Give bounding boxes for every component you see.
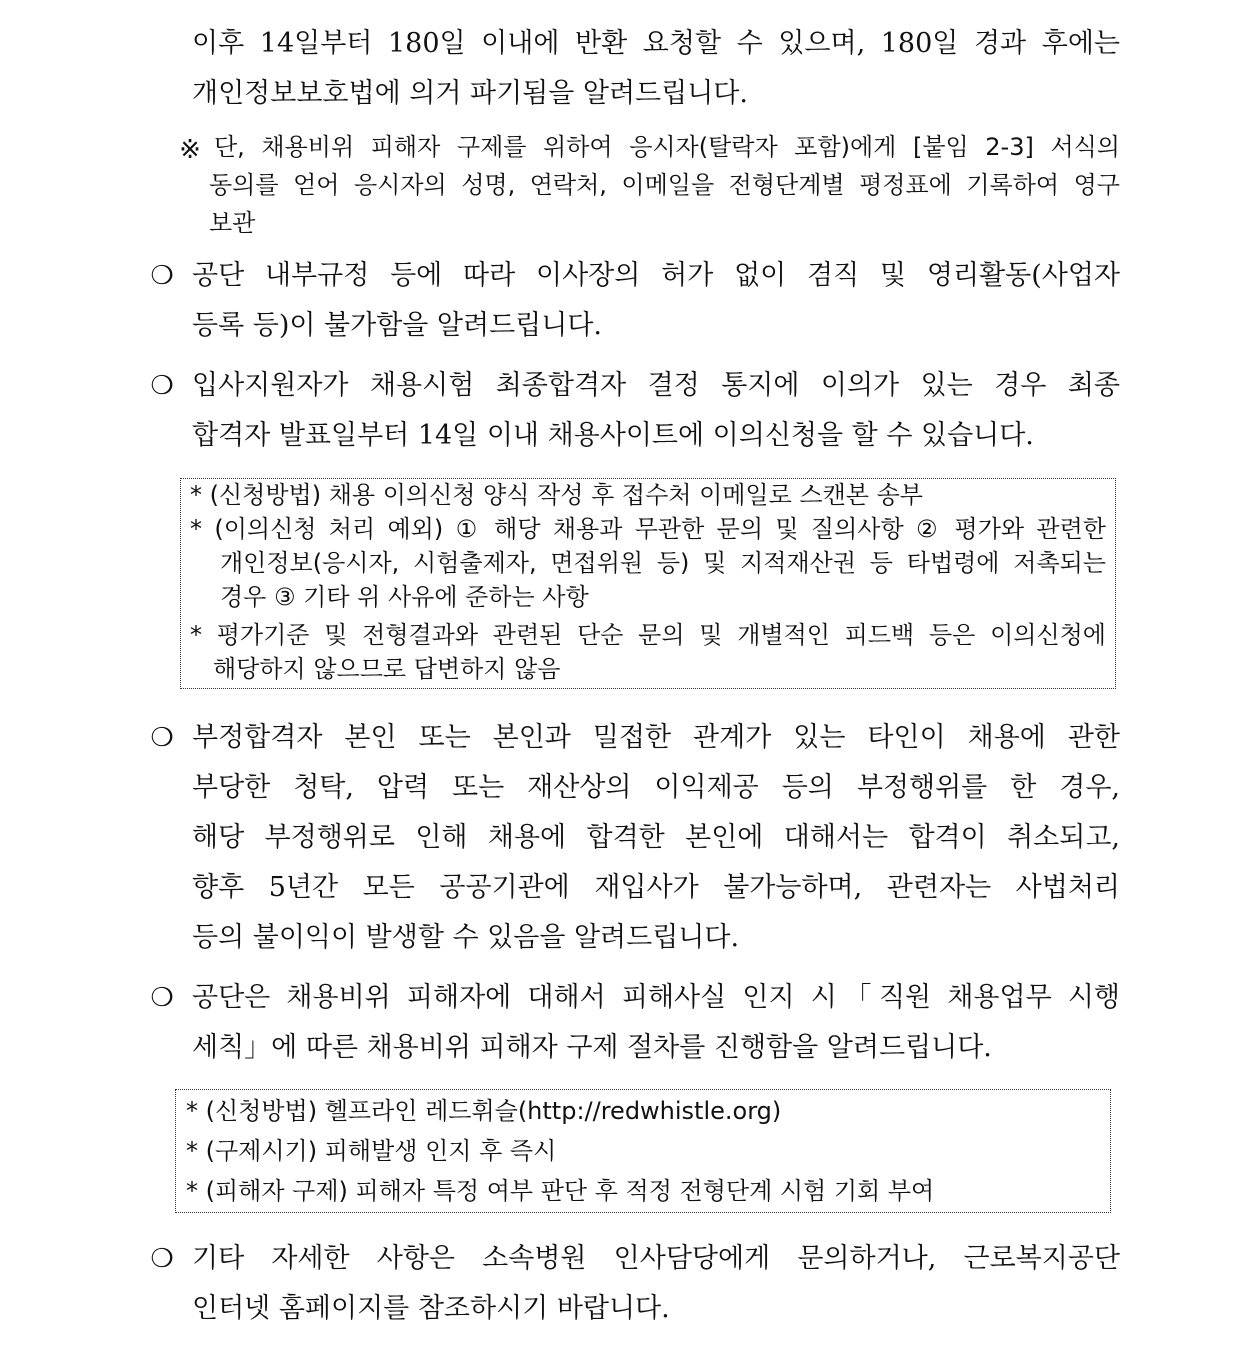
reference-mark: ※ [179,135,201,165]
objection-line-2: 합격자 발표일부터 14일 이내 채용사이트에 이의신청을 할 수 있습니다. [192,420,1034,451]
victim-box-line-1: * (신청방법) 헬프라인 레드휘슬(http://redwhistle.org) [186,1097,782,1125]
victim-box-line-2: * (구제시기) 피해발생 인지 후 즉시 [186,1137,557,1165]
objection-box-line-3: 개인정보(응시자, 시험출제자, 면접위원 등) 및 지적재산권 등 타법령에 저촉되는 [220,549,1106,577]
intro-line-1: 이후 14일부터 180일 이내에 반환 요청할 수 있으며, 180일 경과 후에는 [192,28,1120,59]
note-line-1: 단, 채용비위 피해자 구제를 위하여 응시자(탈락자 포함)에게 [붙임 2-3] 서식의 [214,133,1120,161]
objection-box-line-4: 경우 ③ 기타 위 사유에 준하는 사항 [220,583,589,611]
objection-box-line-5: * 평가기준 및 전형결과와 관련된 단순 문의 및 개별적인 피드백 등은 이의신청에 [190,621,1106,649]
circle-bullet-icon: ❍ [150,371,174,401]
intro-line-2: 개인정보보호법에 의거 파기됨을 알려드립니다. [192,78,748,109]
objection-box-line-2: * (이의신청 처리 예외) ① 해당 채용과 무관한 문의 및 질의사항 ② 평가와 관련한 [190,515,1106,543]
contact-line-1: 기타 자세한 사항은 소속병원 인사담당에게 문의하거나, 근로복지공단 [192,1243,1120,1274]
victim-line-1: 공단은 채용비위 피해자에 대해서 피해사실 인지 시「직원 채용업무 시행 [192,982,1120,1013]
objection-box-line-6: 해당하지 않으므로 답변하지 않음 [213,655,561,683]
circle-bullet-icon: ❍ [150,983,174,1013]
objection-line-1: 입사지원자가 채용시험 최종합격자 결정 통지에 이의가 있는 경우 최종 [192,370,1120,401]
note-line-2: 동의를 얻어 응시자의 성명, 연락처, 이메일을 전형단계별 평정표에 기록하여 영구 [209,171,1120,199]
side-job-line-2: 등록 등)이 불가함을 알려드립니다. [192,310,603,341]
fraud-line-4: 향후 5년간 모든 공공기관에 재입사가 불가능하며, 관련자는 사법처리 [192,872,1120,903]
fraud-line-3: 해당 부정행위로 인해 채용에 합격한 본인에 대해서는 합격이 취소되고, [192,822,1120,853]
contact-line-2: 인터넷 홈페이지를 참조하시기 바랍니다. [192,1293,670,1324]
fraud-line-5: 등의 불이익이 발생할 수 있음을 알려드립니다. [192,922,740,953]
victim-box-line-3: * (피해자 구제) 피해자 특정 여부 판단 후 적정 전형단계 시험 기회 부여 [186,1177,935,1205]
fraud-line-2: 부당한 청탁, 압력 또는 재산상의 이익제공 등의 부정행위를 한 경우, [192,772,1120,803]
circle-bullet-icon: ❍ [150,723,174,753]
note-line-3: 보관 [209,209,256,237]
circle-bullet-icon: ❍ [150,261,174,291]
circle-bullet-icon: ❍ [150,1244,174,1274]
objection-box-line-1: * (신청방법) 채용 이의신청 양식 작성 후 접수처 이메일로 스캔본 송부 [190,481,923,509]
side-job-line-1: 공단 내부규정 등에 따라 이사장의 허가 없이 겸직 및 영리활동(사업자 [192,260,1120,291]
fraud-line-1: 부정합격자 본인 또는 본인과 밀접한 관계가 있는 타인이 채용에 관한 [192,722,1120,753]
victim-line-2: 세칙」에 따른 채용비위 피해자 구제 절차를 진행함을 알려드립니다. [192,1032,992,1063]
